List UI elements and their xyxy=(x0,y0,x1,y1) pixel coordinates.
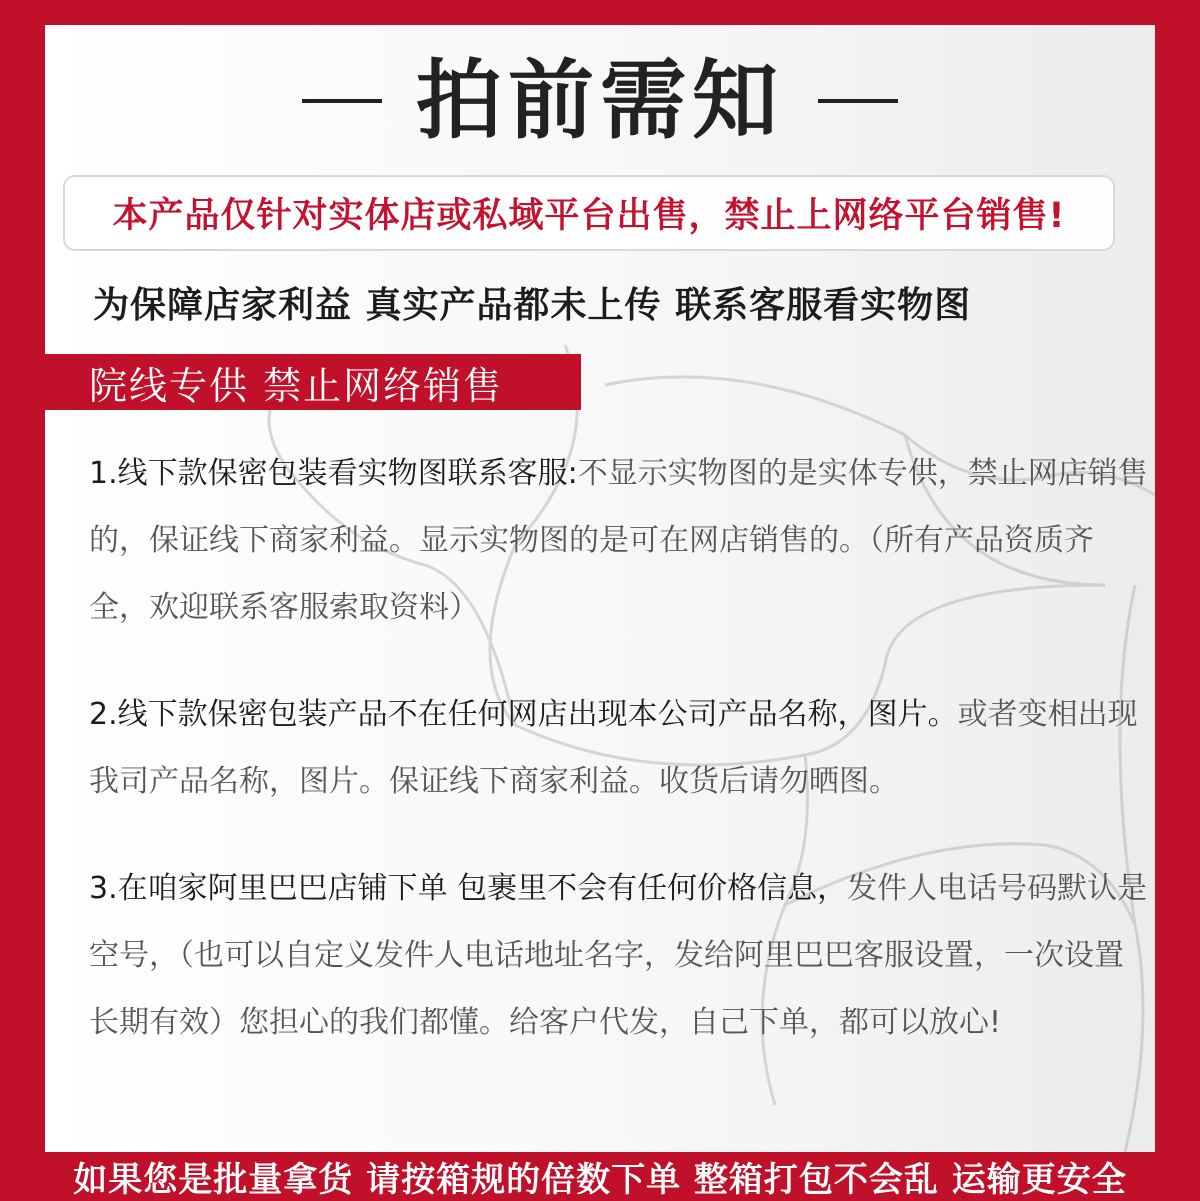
footer-text: 如果您是批量拿货 请按箱规的倍数下单 整箱打包不会乱 运输更安全 xyxy=(73,1159,1127,1200)
title-dash-left xyxy=(302,99,382,103)
title-dash-right xyxy=(818,99,898,103)
notice-box xyxy=(63,175,1115,251)
item-body: 发件人电话号码默认是空号，（也可以自定义发件人电话地址名字，发给阿里巴巴客服设置，一次设置长期有效）您担心的我们都懂。给客户代发，自己下单，都可以放心! xyxy=(89,871,1148,1040)
item-lead: 1.线下款保密包装看实物图联系客服: xyxy=(89,456,578,491)
item-body: 或者变相出现我司产品名称，图片。保证线下商家利益。收货后请勿晒图。 xyxy=(89,697,1138,799)
content-panel xyxy=(45,25,1155,1152)
title-row xyxy=(45,53,1155,149)
list-item xyxy=(89,855,1149,1056)
protect-line: 为保障店家利益 真实产品都未上传 联系客服看实物图 xyxy=(93,285,972,326)
item-body: 不显示实物图的是实体专供，禁止网店销售的，保证线下商家利益。显示实物图的是可在网店销售的。（所有产品资质齐全，欢迎联系客服索取资料） xyxy=(89,456,1148,625)
page-title: 拍前需知 xyxy=(416,51,784,151)
footer-bar xyxy=(0,1152,1200,1200)
notice-list xyxy=(89,440,1149,1056)
list-item xyxy=(89,681,1149,815)
notice-text: 本产品仅针对实体店或私域平台出售，禁止上网络平台销售! xyxy=(112,196,1066,236)
banner xyxy=(45,354,581,410)
item-lead: 2.线下款保密包装产品不在任何网店出现本公司产品名称，图片。 xyxy=(89,697,958,732)
item-lead: 3.在咱家阿里巴巴店铺下单 包裹里不会有任何价格信息， xyxy=(89,871,848,906)
list-item xyxy=(89,440,1149,641)
banner-text: 院线专供 禁止网络销售 xyxy=(89,363,504,408)
